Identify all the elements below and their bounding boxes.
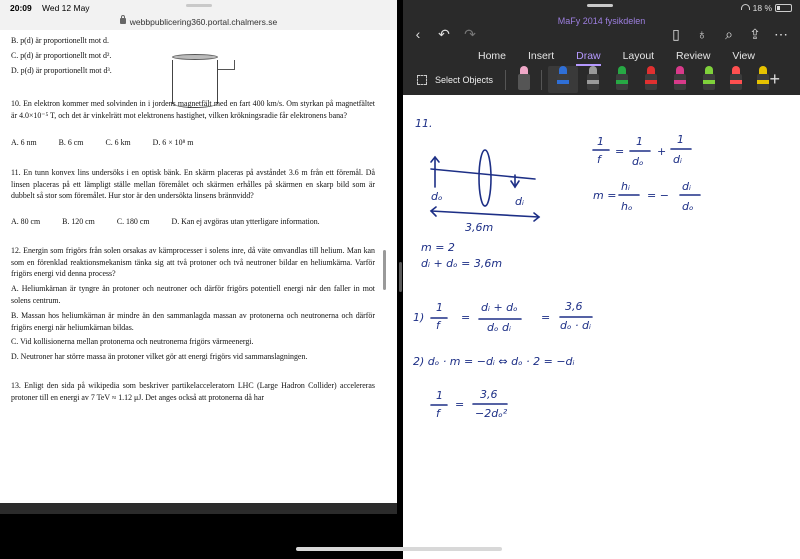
undo-icon[interactable]: ↶ [438,26,450,42]
hw-step1-den2: dₒ · dᵢ [560,319,591,332]
split-view-handle[interactable] [399,262,402,292]
more-icon[interactable]: ⋯ [774,26,788,42]
document-content [0,30,380,503]
hw-lens-1: 1 [597,135,604,148]
hw-magnif-di: dᵢ [682,180,691,193]
hw-diagram-do: dₒ [431,190,443,203]
status-date: Wed 12 May [42,3,90,13]
multitask-pill[interactable] [186,4,212,7]
q12-option-a: A. Heliumkärnan är tyngre än protoner och neutroner och därför frigörs potentiell energi när den faller in mot solens centrum. [11,284,375,305]
q12-option-d: D. Neutroner har större massa än protoner vilket gör att energi frigörs vid sammanslagningen. [11,352,308,361]
hw-step1-num: dᵢ + dₒ [481,301,518,314]
lock-icon [120,18,126,24]
ink-layer [403,95,800,559]
grey-pen[interactable] [586,66,600,90]
search-icon[interactable]: ⌕ [725,26,733,42]
svg-text:f: f [436,407,440,420]
hw-step1-num2: 3,6 [565,300,583,313]
ribbon [403,0,800,95]
tab-home[interactable]: Home [478,50,507,62]
svg-text:1: 1 [436,301,443,314]
svg-text:= −: = − [647,189,669,202]
status-bar [0,0,397,17]
hw-magnif-hi: hᵢ [621,180,630,193]
hw-given-sum: dᵢ + dₒ = 3,6m [421,257,503,270]
pink-pen[interactable] [673,66,687,90]
hw-problem-number: 11. [415,117,433,130]
line-c: C. p(d) är proportionellt mot d². [11,51,112,60]
draw-toolbar [403,66,800,93]
hw-lens-do: dₒ [632,155,644,168]
q10-options: A. 6 nm B. 6 cm C. 6 km D. 6 × 10⁸ m [11,138,194,147]
hw-step1-label: 1) [413,311,425,324]
green-highlighter[interactable] [702,66,716,90]
url-text: webbpublicering360.portal.chalmers.se [129,17,278,27]
svg-text:=: = [461,311,471,324]
wifi-icon [741,4,750,10]
multitask-pill-right[interactable] [587,4,613,7]
hw-step3-den: −2dₒ² [475,407,508,420]
svg-text:1: 1 [636,135,643,148]
red-highlighter[interactable] [729,66,743,90]
svg-text:1: 1 [677,133,684,146]
q13-text: 13. Enligt den sida på wikipedia som beskriver partikelacceleratorn LHC (Large Hadron Collider) accelereras protoner till en energi av 7 TeV ≈ 1.12 μJ. Det anges också att protonerna då har [11,381,375,402]
q12-option-b: B. Massan hos heliumkärnan är mindre än den sammanlagda massan av protonerna och neutronerna och därför frigörs energi när heliumkärnan bildas. [11,311,375,332]
share-icon[interactable]: ⇪ [749,26,761,42]
notebook-title: MaFy 2014 fysikdelen [557,16,646,26]
lightbulb-icon[interactable]: ♁ [696,26,708,42]
battery-icon [775,4,792,12]
safari-pane [0,0,397,559]
hw-lens-di: dᵢ [673,153,682,166]
status-time: 20:09 [10,3,32,13]
tab-review[interactable]: Review [676,50,711,62]
onenote-pane [403,0,800,559]
hw-diagram-di: dᵢ [515,195,524,208]
blue-pen[interactable] [556,66,570,90]
eraser-tool[interactable] [517,66,531,90]
line-d: D. p(d) är proportionellt mot d³. [11,66,112,75]
ribbon-tabs [478,50,774,64]
q12-option-c: C. Vid kollisionerna mellan protonerna och neutronerna frigörs värmeenergi. [11,337,254,346]
safari-footer [0,503,397,514]
device-icon[interactable]: ▯ [672,26,680,42]
hw-given-m: m = 2 [421,241,455,254]
svg-text:1: 1 [436,389,443,402]
note-canvas[interactable] [403,95,800,559]
add-pen-button[interactable]: + [769,69,780,89]
red-pen[interactable] [644,66,658,90]
scrollbar[interactable] [383,250,386,290]
q11-options: A. 80 cm B. 120 cm C. 180 cm D. Kan ej avgöras utan ytterligare information. [11,217,320,226]
battery-text: 18 % [752,3,772,13]
tab-layout[interactable]: Layout [622,50,655,62]
lasso-icon [417,75,427,85]
back-icon[interactable]: ‹ [415,26,421,42]
svg-text:f: f [436,319,440,332]
hw-diagram-dist: 3,6m [465,221,494,234]
hw-step1-den: dₒ dᵢ [487,321,511,334]
status-right [741,3,792,13]
q12-text: 12. Energin som frigörs från solen orsakas av kärnprocesser i solens inre, då väte omvandlas till helium. Man kan som en förenklad reaktionsmekanism tänka sig att två protoner och två neutroner bildar en heliumkärna. Varför frigörs energi vid denna process? [11,246,375,279]
svg-text:=: = [541,311,551,324]
redo-icon[interactable]: ↷ [464,26,476,42]
hw-step3-num: 3,6 [480,388,498,401]
hw-lens-f: f [597,153,601,166]
select-objects-button[interactable]: Select Objects [417,73,493,85]
hw-magnif-m: m = [593,189,617,202]
home-indicator[interactable] [296,547,502,551]
green-pen[interactable] [615,66,629,90]
svg-text:+: + [657,145,667,158]
hw-step2: 2) dₒ · m = −dᵢ ⇔ dₒ · 2 = −dᵢ [413,355,575,368]
tab-view[interactable]: View [732,50,755,62]
url-bar[interactable] [0,17,397,30]
hw-magnif-do: dₒ [682,200,694,213]
svg-text:=: = [455,398,465,411]
tab-insert[interactable]: Insert [527,50,555,62]
q11-text: 11. En tunn konvex lins undersöks i en optisk bänk. En skärm placeras på avståndet 3.6 m från ett föremål. Då linsen placeras på ett lämpligt ställe mellan föremålet och skärmen erhålles på skärmen en skarp bild som är dubbelt så stor som föremålet. Hur stor är den undersökta linsens brännvidd? [11,168,375,201]
tab-draw[interactable]: Draw [576,50,601,62]
line-b: B. p(d) är proportionellt mot d. [11,36,109,45]
hw-magnif-ho: hₒ [621,200,633,213]
svg-text:=: = [615,145,625,158]
q10-text: 10. En elektron kommer med solvinden in i jordens magnetfält med en fart 400 km/s. Om styrkan på magnetfältet är 4.0×10⁻⁵ T, och det är vinkelrätt mot elektronens hastighet, vilken krökningsradie får elektronens bana? [11,99,375,120]
yellow-pen[interactable] [756,66,770,90]
